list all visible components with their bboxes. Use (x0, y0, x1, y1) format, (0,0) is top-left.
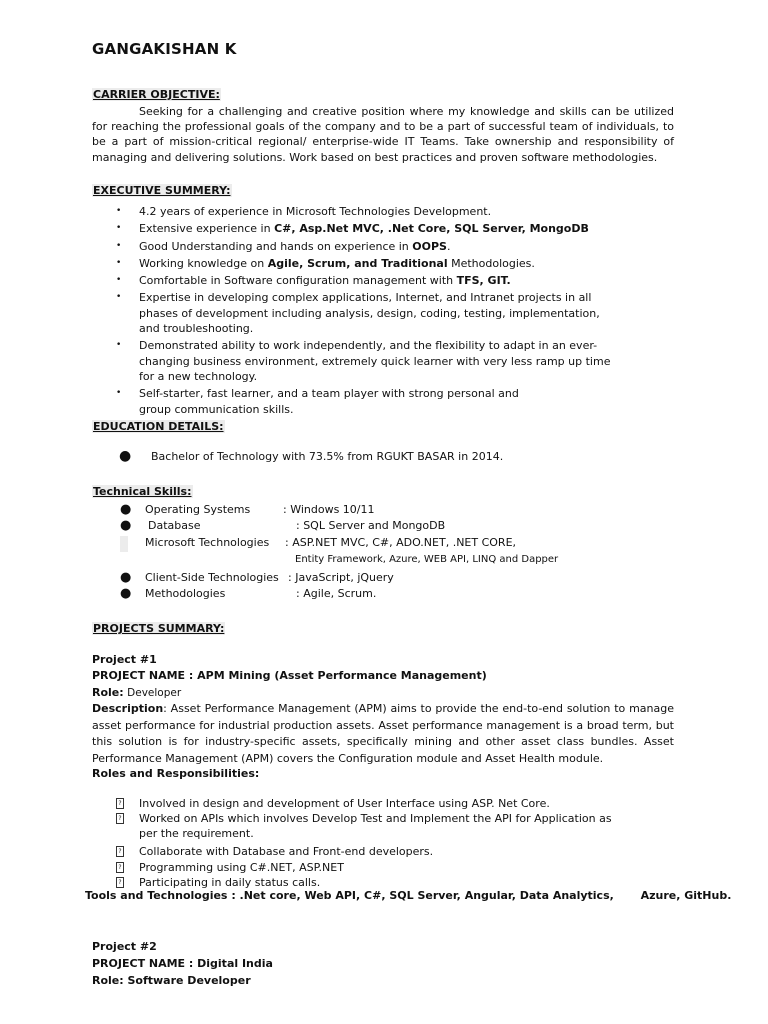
projects-heading: PROJECTS SUMMARY: (93, 622, 225, 635)
skill-row: ● Database : SQL Server and MongoDB (120, 518, 446, 533)
summary-item: • Expertise in developing complex applications, Internet, and Intranet projects in all phases of development including analysis, design, coding, testing, implementation, and troubleshooting. (116, 291, 600, 336)
project-1-rr-heading: Roles and Responsibilities: (92, 767, 260, 780)
summary-item: • Good Understanding and hands on experience in OOPS. (116, 239, 451, 253)
summary-list (92, 204, 652, 419)
education-heading: EDUCATION DETAILS: (93, 420, 224, 433)
project-1-role: Role: Developer (92, 686, 182, 699)
skill-row: ● Operating Systems : Windows 10/11 (120, 502, 375, 517)
summary-heading: EXECUTIVE SUMMERY: (93, 184, 231, 197)
summary-item: • Comfortable in Software configuration management with TFS, GIT. (116, 274, 511, 288)
project-1-number: Project #1 (92, 653, 157, 666)
resume-page: GANGAKISHAN K CARRIER OBJECTIVE: Seeking for a challenging and creative position where my knowledge and skills can be utilized for reaching the professional goals of the company and to be a part of successful team of individuals, to be a part of mission-critical regional/ enterprise-wide IT Teams. Take ownership and responsibility of managing and delivering solutions. Work based on best practices and proven software methodologies. EXECUTIVE SUMMERY: • 4.2 years of experience in Microsoft Technologies Development. • Extensive experience in C#, Asp.Net MVC, .Net Core, SQL Server, MongoDB • Good Understanding and hands on experience in OOPS. • Working knowledge on Agile, Scrum, and Traditional Methodologies. • Comfortable in Software configuration management with TFS, GIT. • Expertise in developing complex applications, Internet, and Intranet projects in all phases of development including analysis, design, coding, testing, implementation, and troubleshooting. • Demonstrated ability to work independently, and the flexibility to adapt in an ever-changing business environment, extremely quick learner with very less ramp up time for a new technology. • Self-starter, fast learner, and a team player with strong personal and group communication skills. EDUCATION DETAILS: ● Bachelor of Technology with 73.5% from RGUKT BASAR in 2014. Technical Skills: ● Operating Systems : Windows 10/11 ● Database : SQL Server and MongoDB Microsoft Technologies : ASP.NET MVC, C#, ADO.NET, .NET CORE, Entity Framework, Azure, WEB API, LINQ and Dapper ● Client-Side Technologies : JavaScript, jQuery ● Methodologies : Agile, Scrum. PROJECTS SUMMARY: Project #1 PROJECT NAME : APM Mining (Asset Performance Management) Role: Developer Description: Asset Performance Management (APM) aims to provide the end-to-end solution to manage asset performance for industrial production assets. Asset performance management is a broad term, but this solution is for industry-specific assets, specifically mining and other asset class bundles. Asset Performance Management (APM) covers the Configuration module and Asset Health module. Roles and Responsibilities: ? Involved in design and development of User Interface using ASP. Net Core. ? Worked on APIs which involves Develop Test and Implement the API for Application as per the requirement. ? Collaborate with Database and Front-end developers. ? Programming using C#.NET, ASP.NET ? Participating in daily status calls. Tools and Technologies : .Net core, Web API, C#, SQL Server, Angular, Data Analytics, Azure, GitHub. Project #2 PROJECT NAME : Digital India Role: Software Developer (85, 40, 732, 987)
project-2-name: PROJECT NAME : Digital India (92, 957, 273, 970)
project-2-role: Role: Software Developer (92, 974, 251, 987)
skill-row: Microsoft Technologies : ASP.NET MVC, C#, ADO.NET, .NET CORE, (92, 536, 652, 552)
skill-row: ● Methodologies : Agile, Scrum. (120, 586, 377, 601)
project-2-number: Project #2 (92, 940, 157, 953)
skills-heading: Technical Skills: (93, 485, 192, 498)
candidate-name: GANGAKISHAN K (92, 40, 237, 58)
summary-item: • Working knowledge on Agile, Scrum, and Traditional Methodologies. (116, 256, 535, 270)
summary-item: • 4.2 years of experience in Microsoft Technologies Development. (116, 205, 492, 218)
objective-heading: CARRIER OBJECTIVE: (93, 88, 220, 101)
summary-item: • Extensive experience in C#, Asp.Net MVC, .Net Core, SQL Server, MongoDB (116, 222, 589, 236)
project-1-name: PROJECT NAME : APM Mining (Asset Performance Management) (92, 669, 487, 682)
project-1-tools: Tools and Technologies : .Net core, Web API, C#, SQL Server, Angular, Data Analytics, Azure, GitHub. (85, 889, 732, 902)
objective-text: Seeking for a challenging and creative position where my knowledge and skills can be utilized for reaching the professional goals of the company and to be a part of successful team of individuals, to be a part of mission-critical regional/ enterprise-wide IT Teams. Take ownership and responsibility of managing and delivering solutions. Work based on best practices and proven software methodologies. (92, 105, 675, 164)
project-1-description: Description: Asset Performance Management (APM) aims to provide the end-to-end solution to manage asset performance for industrial production assets. Asset performance management is a broad term, but this solution is for industry-specific assets, specifically mining and other asset class bundles. Asset Performance Management (APM) covers the Configuration module and Asset Health module. (92, 702, 674, 765)
summary-item: • Demonstrated ability to work independently, and the flexibility to adapt in an ever-changing business environment, extremely quick learner with very less ramp up time for a new technology. (116, 339, 611, 383)
summary-item: • Self-starter, fast learner, and a team player with strong personal and group communication skills. (116, 387, 519, 416)
skill-row: ● Client-Side Technologies : JavaScript, jQuery (120, 570, 394, 585)
skill-continuation: Entity Framework, Azure, WEB API, LINQ and Dapper (295, 554, 559, 565)
